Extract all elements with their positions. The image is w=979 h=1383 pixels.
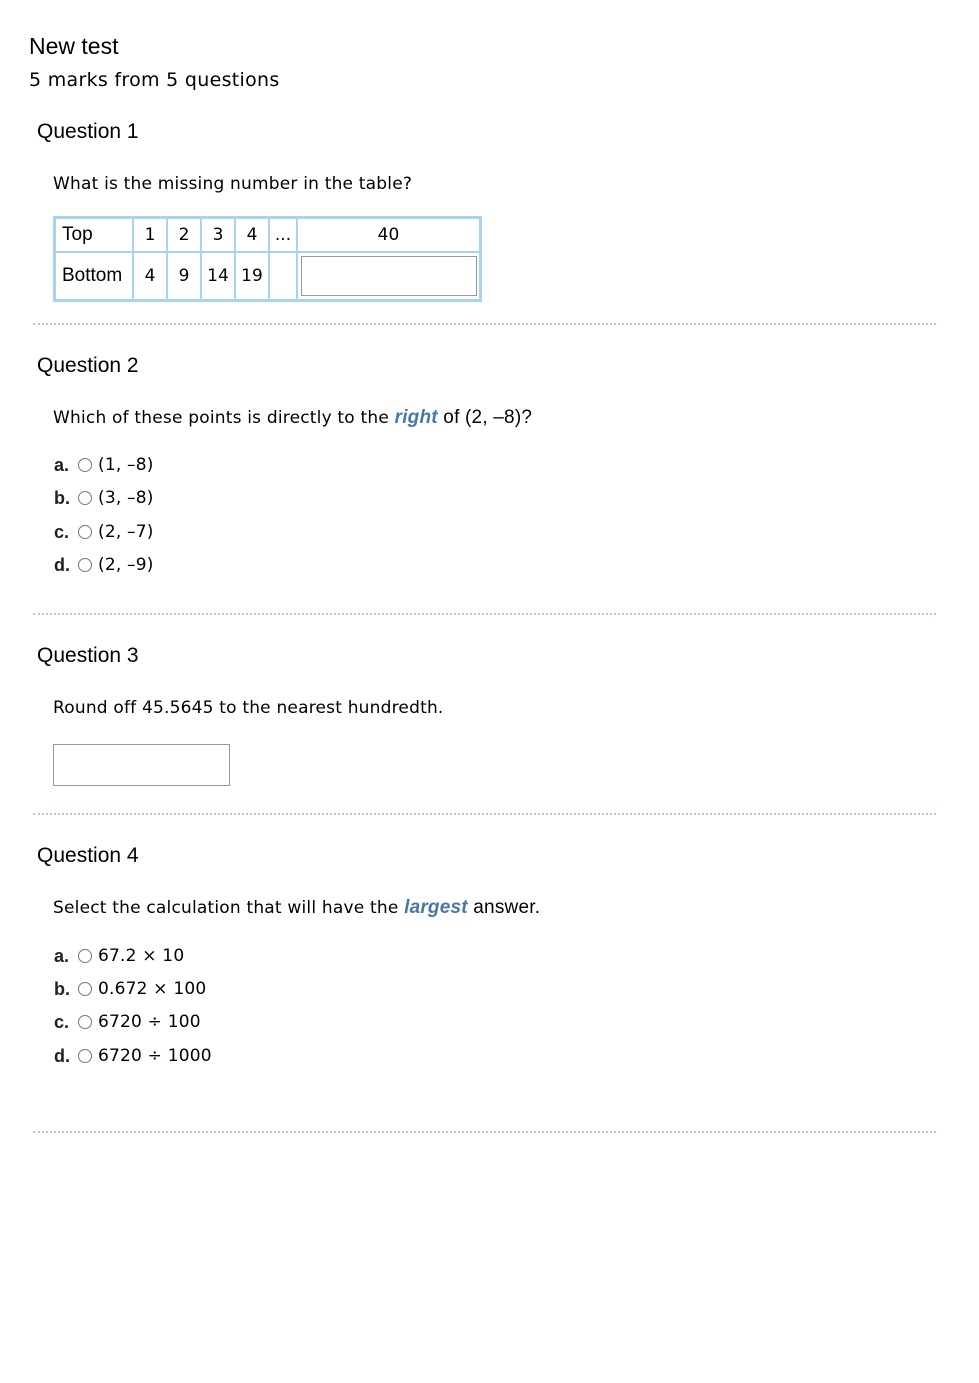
question-3-heading: Question 3 bbox=[37, 644, 139, 667]
question-1-heading: Question 1 bbox=[37, 120, 139, 143]
option-letter: c. bbox=[54, 1011, 70, 1032]
table-row-top bbox=[55, 218, 480, 252]
answer-cell bbox=[297, 252, 480, 300]
question-3-text: Round off 45.5645 to the nearest hundredth. bbox=[53, 698, 444, 718]
empty-cell bbox=[269, 252, 297, 300]
question-4-emphasis: largest bbox=[404, 897, 468, 918]
bottom-cell: 4 bbox=[133, 252, 167, 300]
question-2-option-a[interactable] bbox=[54, 453, 154, 477]
radio-button[interactable] bbox=[78, 1015, 92, 1029]
option-letter: b. bbox=[54, 487, 70, 508]
option-letter: c. bbox=[54, 521, 70, 542]
missing-number-input[interactable] bbox=[301, 256, 477, 296]
radio-button[interactable] bbox=[78, 982, 92, 996]
top-cell: 4 bbox=[235, 218, 269, 252]
bottom-cell: 19 bbox=[235, 252, 269, 300]
option-letter: a. bbox=[54, 945, 70, 966]
option-label: 67.2 × 10 bbox=[98, 946, 185, 966]
test-subtitle: 5 marks from 5 questions bbox=[29, 69, 280, 91]
ellipsis-cell: ... bbox=[269, 218, 297, 252]
top-cell: 1 bbox=[133, 218, 167, 252]
option-label: 0.672 × 100 bbox=[98, 979, 207, 999]
question-4-heading: Question 4 bbox=[37, 844, 139, 867]
top-cell-target: 40 bbox=[297, 218, 480, 252]
rounding-answer-input[interactable] bbox=[53, 744, 230, 786]
question-2-text-start: Which of these points is directly to the bbox=[53, 408, 395, 428]
radio-button[interactable] bbox=[78, 949, 92, 963]
radio-button[interactable] bbox=[78, 458, 92, 472]
option-letter: a. bbox=[54, 454, 70, 475]
option-label: (3, –8) bbox=[98, 488, 154, 508]
option-letter: d. bbox=[54, 1045, 70, 1066]
question-divider bbox=[33, 1131, 936, 1133]
option-letter: b. bbox=[54, 978, 70, 999]
radio-button[interactable] bbox=[78, 525, 92, 539]
question-2-option-b[interactable] bbox=[54, 486, 154, 510]
question-2-text bbox=[53, 407, 532, 429]
question-2-heading: Question 2 bbox=[37, 354, 139, 377]
question-2-text-end: of (2, –8)? bbox=[437, 407, 533, 428]
sequence-table bbox=[53, 216, 482, 302]
question-2-emphasis: right bbox=[394, 407, 438, 428]
option-label: (2, –9) bbox=[98, 555, 154, 575]
question-2-option-d[interactable] bbox=[54, 553, 154, 577]
question-divider bbox=[33, 613, 936, 615]
option-label: 6720 ÷ 100 bbox=[98, 1012, 201, 1032]
top-cell: 3 bbox=[201, 218, 235, 252]
question-4-option-d[interactable] bbox=[54, 1044, 212, 1068]
radio-button[interactable] bbox=[78, 491, 92, 505]
option-label: (2, –7) bbox=[98, 522, 154, 542]
table-row-bottom bbox=[55, 252, 480, 300]
option-label: 6720 ÷ 1000 bbox=[98, 1046, 212, 1066]
question-4-text-start: Select the calculation that will have the bbox=[53, 898, 405, 918]
question-4-option-c[interactable] bbox=[54, 1010, 201, 1034]
question-4-option-a[interactable] bbox=[54, 944, 184, 968]
radio-button[interactable] bbox=[78, 1049, 92, 1063]
radio-button[interactable] bbox=[78, 558, 92, 572]
question-4-option-b[interactable] bbox=[54, 977, 206, 1001]
option-label: (1, –8) bbox=[98, 455, 154, 475]
question-4-text-end: answer. bbox=[467, 897, 541, 918]
row-label-bottom: Bottom bbox=[55, 252, 133, 300]
bottom-cell: 9 bbox=[167, 252, 201, 300]
row-label-top: Top bbox=[55, 218, 133, 252]
question-2-option-c[interactable] bbox=[54, 520, 154, 544]
question-divider bbox=[33, 813, 936, 815]
top-cell: 2 bbox=[167, 218, 201, 252]
question-1-text: What is the missing number in the table? bbox=[53, 174, 413, 194]
question-divider bbox=[33, 323, 936, 325]
test-title: New test bbox=[29, 33, 119, 59]
option-letter: d. bbox=[54, 554, 70, 575]
question-4-text bbox=[53, 897, 540, 919]
bottom-cell: 14 bbox=[201, 252, 235, 300]
